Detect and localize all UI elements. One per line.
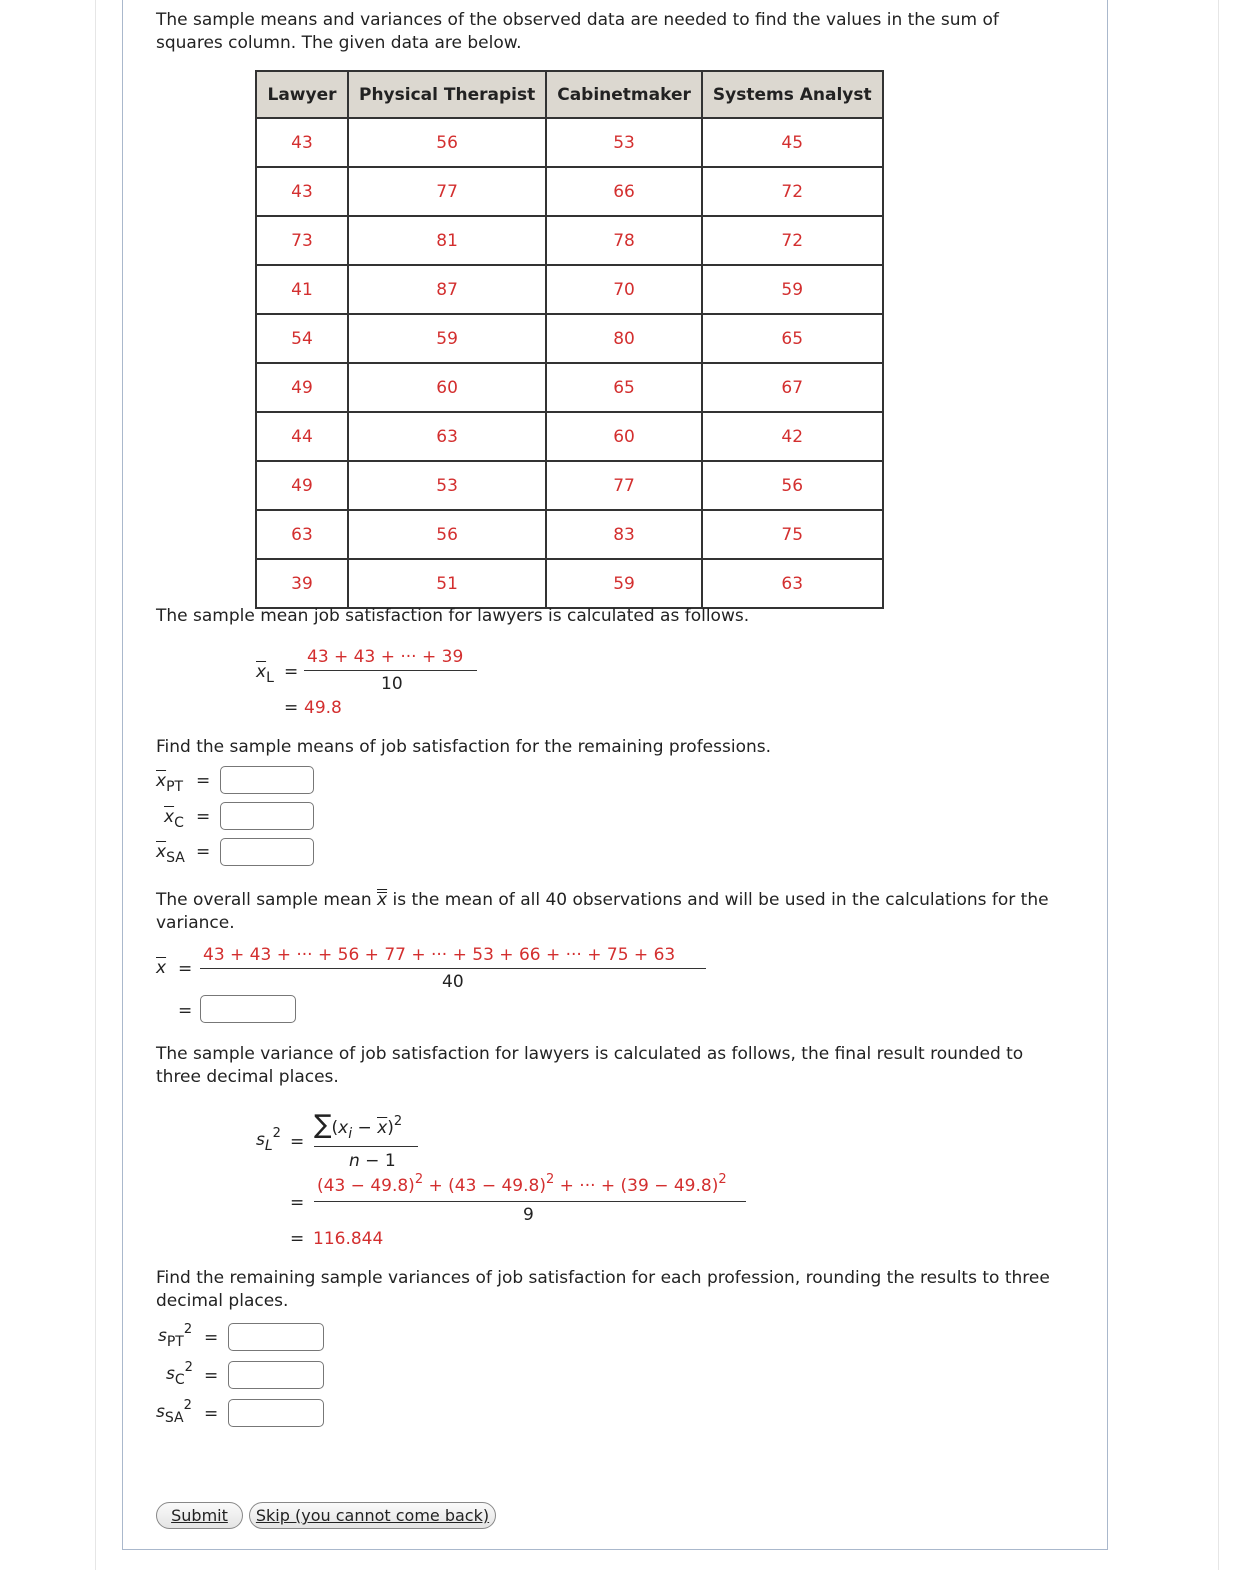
table-cell: 81 <box>348 216 546 265</box>
table-cell: 65 <box>702 314 883 363</box>
table-cell: 60 <box>348 363 546 412</box>
variance-lawyer-result: 116.844 <box>313 1229 384 1249</box>
table-cell: 78 <box>546 216 702 265</box>
equals-sign: = <box>284 662 299 682</box>
header-systems-analyst: Systems Analyst <box>702 71 883 118</box>
equals-sign: = <box>204 1404 219 1424</box>
table-cell: 54 <box>256 314 348 363</box>
table-cell: 43 <box>256 118 348 167</box>
mean-sa-input[interactable] <box>220 838 314 866</box>
table-cell: 56 <box>702 461 883 510</box>
table-cell: 41 <box>256 265 348 314</box>
data-table <box>255 70 884 609</box>
xdoublebar-symbol: $\overline{x}$ <box>377 890 388 910</box>
table-row <box>256 559 883 608</box>
equals-sign: = <box>290 1229 305 1249</box>
equals-sign: = <box>196 771 211 791</box>
means-prompt: Find the sample means of job satisfaction for the remaining professions. <box>156 737 772 757</box>
table-cell: 59 <box>702 265 883 314</box>
s-sa-squared-label: $s_{SA}^2$ <box>156 1398 192 1426</box>
equals-sign: = <box>204 1328 219 1348</box>
fraction-bar <box>200 968 706 969</box>
xbar-c-label: $\overline{x}_C$ <box>164 807 184 831</box>
fraction-bar <box>314 1201 746 1202</box>
equals-sign: = <box>284 698 299 718</box>
intro-text: The sample means and variances of the observed data are needed to find the values in the sum of squares column. The given data are below. <box>156 10 999 53</box>
table-row <box>256 118 883 167</box>
table-cell: 75 <box>702 510 883 559</box>
xbar-pt-label: $\overline{x}_{PT}$ <box>156 771 184 795</box>
skip-button[interactable]: Skip (you cannot come back) <box>249 1502 496 1529</box>
left-guide-line <box>95 0 96 1570</box>
table-cell: 77 <box>348 167 546 216</box>
variance-prompt: Find the remaining sample variances of job satisfaction for each profession, rounding the results to three decimal places. <box>156 1268 1050 1311</box>
table-cell: 51 <box>348 559 546 608</box>
table-cell: 56 <box>348 118 546 167</box>
table-cell: 60 <box>546 412 702 461</box>
variance-formula-numerator: $\sum(x_i - \overline{x})^2$ <box>314 1110 403 1142</box>
variance-formula-denominator: n − 1 <box>349 1151 396 1171</box>
variance-expanded-numerator: $(43 - 49.8)^2 + (43 - 49.8)^2$ + ··· + $(39 - 49.8)^2$ <box>317 1172 727 1196</box>
mean-pt-input[interactable] <box>220 766 314 794</box>
variance-c-input[interactable] <box>228 1361 324 1389</box>
table-cell: 44 <box>256 412 348 461</box>
mean-lawyer-result: 49.8 <box>304 698 342 718</box>
table-row <box>256 461 883 510</box>
equals-sign: = <box>178 1001 193 1021</box>
xbar-l-symbol: $\overline{x}_L$ <box>256 662 274 686</box>
table-cell: 56 <box>348 510 546 559</box>
mean-lawyer-numerator: 43 + 43 + ··· + 39 <box>307 647 464 667</box>
table-cell: 63 <box>256 510 348 559</box>
equals-sign: = <box>196 807 211 827</box>
overall-denominator: 40 <box>442 972 464 992</box>
table-cell: 43 <box>256 167 348 216</box>
variance-lawyer-text: The sample variance of job satisfaction for lawyers is calculated as follows, the final result rounded to three decimal places. <box>156 1044 1024 1087</box>
equals-sign: = <box>178 959 193 979</box>
table-cell: 83 <box>546 510 702 559</box>
equals-sign: = <box>290 1132 305 1152</box>
table-cell: 67 <box>702 363 883 412</box>
table-cell: 53 <box>348 461 546 510</box>
variance-expanded-denominator: 9 <box>523 1205 534 1225</box>
submit-button[interactable]: Submit <box>156 1502 243 1529</box>
header-lawyer: Lawyer <box>256 71 348 118</box>
table-cell: 77 <box>546 461 702 510</box>
mean-lawyer-denominator: 10 <box>381 674 403 694</box>
table-cell: 45 <box>702 118 883 167</box>
table-row <box>256 363 883 412</box>
s-l-squared-label: $s_L^2$ <box>256 1126 281 1154</box>
table-cell: 80 <box>546 314 702 363</box>
equals-sign: = <box>204 1366 219 1386</box>
table-row <box>256 314 883 363</box>
table-row <box>256 510 883 559</box>
overall-numerator: 43 + 43 + ··· + 56 + 77 + ··· + 53 + 66 + ··· + 75 + 63 <box>203 945 676 965</box>
s-c-squared-label: $s_C^2$ <box>166 1360 193 1388</box>
table-cell: 72 <box>702 167 883 216</box>
mean-c-input[interactable] <box>220 802 314 830</box>
table-cell: 66 <box>546 167 702 216</box>
header-physical-therapist: Physical Therapist <box>348 71 546 118</box>
variance-sa-input[interactable] <box>228 1399 324 1427</box>
table-row <box>256 167 883 216</box>
table-cell: 39 <box>256 559 348 608</box>
table-cell: 59 <box>348 314 546 363</box>
table-cell: 42 <box>702 412 883 461</box>
table-cell: 65 <box>546 363 702 412</box>
xbar-sa-label: $\overline{x}_{SA}$ <box>156 842 185 866</box>
table-cell: 72 <box>702 216 883 265</box>
xdoublebar-label: $\overline{x}$ <box>156 958 167 978</box>
table-row <box>256 265 883 314</box>
overall-mean-input[interactable] <box>200 995 296 1023</box>
table-cell: 63 <box>348 412 546 461</box>
fraction-bar <box>304 670 477 671</box>
table-cell: 63 <box>702 559 883 608</box>
mean-lawyer-text: The sample mean job satisfaction for lawyers is calculated as follows. <box>156 606 750 626</box>
header-cabinetmaker: Cabinetmaker <box>546 71 702 118</box>
table-row <box>256 412 883 461</box>
table-cell: 73 <box>256 216 348 265</box>
table-cell: 59 <box>546 559 702 608</box>
table-row <box>256 216 883 265</box>
table-cell: 70 <box>546 265 702 314</box>
table-cell: 87 <box>348 265 546 314</box>
variance-pt-input[interactable] <box>228 1323 324 1351</box>
equals-sign: = <box>290 1193 305 1213</box>
overall-text: The overall sample mean $\overline{x}$ is the mean of all 40 observations and will be used in the calculations for the variance. <box>156 890 1049 933</box>
table-cell: 53 <box>546 118 702 167</box>
table-cell: 49 <box>256 363 348 412</box>
equals-sign: = <box>196 842 211 862</box>
s-pt-squared-label: $s_{PT}^2$ <box>158 1322 193 1350</box>
table-cell: 49 <box>256 461 348 510</box>
fraction-bar <box>314 1146 418 1147</box>
right-guide-line <box>1218 0 1219 1570</box>
